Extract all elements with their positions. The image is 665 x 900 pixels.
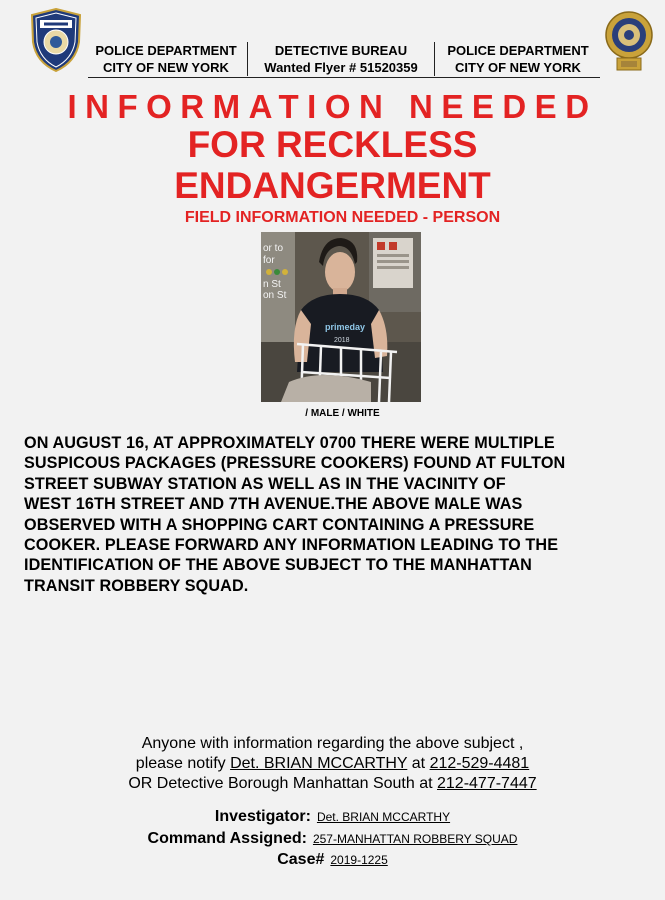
title-offense-line1: FOR RECKLESS [187,124,478,165]
notify-line1: Anyone with information regarding the above subject , [141,735,524,752]
incident-line: SUSPICOUS PACKAGES (PRESSURE COOKERS) FOUND AT FULTON [24,454,566,473]
notify-at: at [411,755,426,772]
shirt-year: 2018 [334,337,350,344]
header-left-line1: POLICE DEPARTMENT [95,43,237,58]
case-value: 2019-1225 [330,853,388,867]
header-middle [250,42,432,76]
command-value: 257-MANHATTAN ROBBERY SQUAD [312,832,518,846]
sign-text-1: or to [263,243,284,254]
notify-line3 [0,774,665,794]
header-mid-line1: DETECTIVE BUREAU [274,43,408,58]
header-divider [434,42,435,76]
header-right-line2: CITY OF NEW YORK [455,60,581,75]
detective-phone: 212-529-4481 [429,755,530,772]
suspect-photo [261,232,421,402]
notify-prefix: please notify [135,755,226,772]
sign-text-4: on St [263,290,287,301]
suspect-description: / MALE / WHITE [305,408,380,419]
incident-line: STREET SUBWAY STATION AS WELL AS IN THE VACINITY OF [24,474,506,493]
incident-line: COOKER. PLEASE FORWARD ANY INFORMATION LEADING TO THE [24,536,559,555]
header-rule [88,77,600,78]
title-information-needed: INFORMATION NEEDED [67,88,598,125]
header-left [88,42,244,76]
nypd-patch-logo [30,8,82,72]
detective-name: Det. BRIAN MCCARTHY [230,755,408,772]
header-divider [247,42,248,76]
subtitle-field-information: FIELD INFORMATION NEEDED - PERSON [184,209,501,226]
contact-instructions [0,734,665,794]
case-row [0,849,665,871]
nypd-seal-logo [604,10,654,72]
header-right-line1: POLICE DEPARTMENT [447,43,589,58]
incident-line: IDENTIFICATION OF THE ABOVE SUBJECT TO THE MANHATTAN [24,556,532,575]
borough-prefix: OR Detective Borough Manhattan South at [128,775,433,792]
incident-line: ON AUGUST 16, AT APPROXIMATELY 0700 THERE WERE MULTIPLE [24,434,555,452]
header-right [438,42,598,76]
sign-text-2: for [263,255,275,266]
title-offense-line2: ENDANGERMENT [174,165,491,206]
incident-line: TRANSIT ROBBERY SQUAD. [24,576,249,595]
title-offense [0,124,665,206]
incident-description [24,433,654,596]
case-label: Case# [277,851,325,868]
command-row [0,828,665,850]
header-left-line2: CITY OF NEW YORK [103,60,229,75]
investigator-label: Investigator: [214,808,311,825]
incident-line: OBSERVED WITH A SHOPPING CART CONTAINING A PRESSURE [24,515,535,534]
investigator-value: Det. BRIAN MCCARTHY [316,810,451,824]
header-mid-line2: Wanted Flyer # 51520359 [264,60,418,75]
incident-line: WEST 16TH STREET AND 7TH AVENUE.THE ABOVE MALE WAS [24,495,523,514]
sign-text-3: n St [263,279,281,290]
shirt-text: primeday [325,322,366,332]
notify-line2 [0,754,665,774]
borough-phone: 212-477-7447 [437,775,537,792]
command-label: Command Assigned: [147,830,307,847]
investigator-row [0,806,665,828]
